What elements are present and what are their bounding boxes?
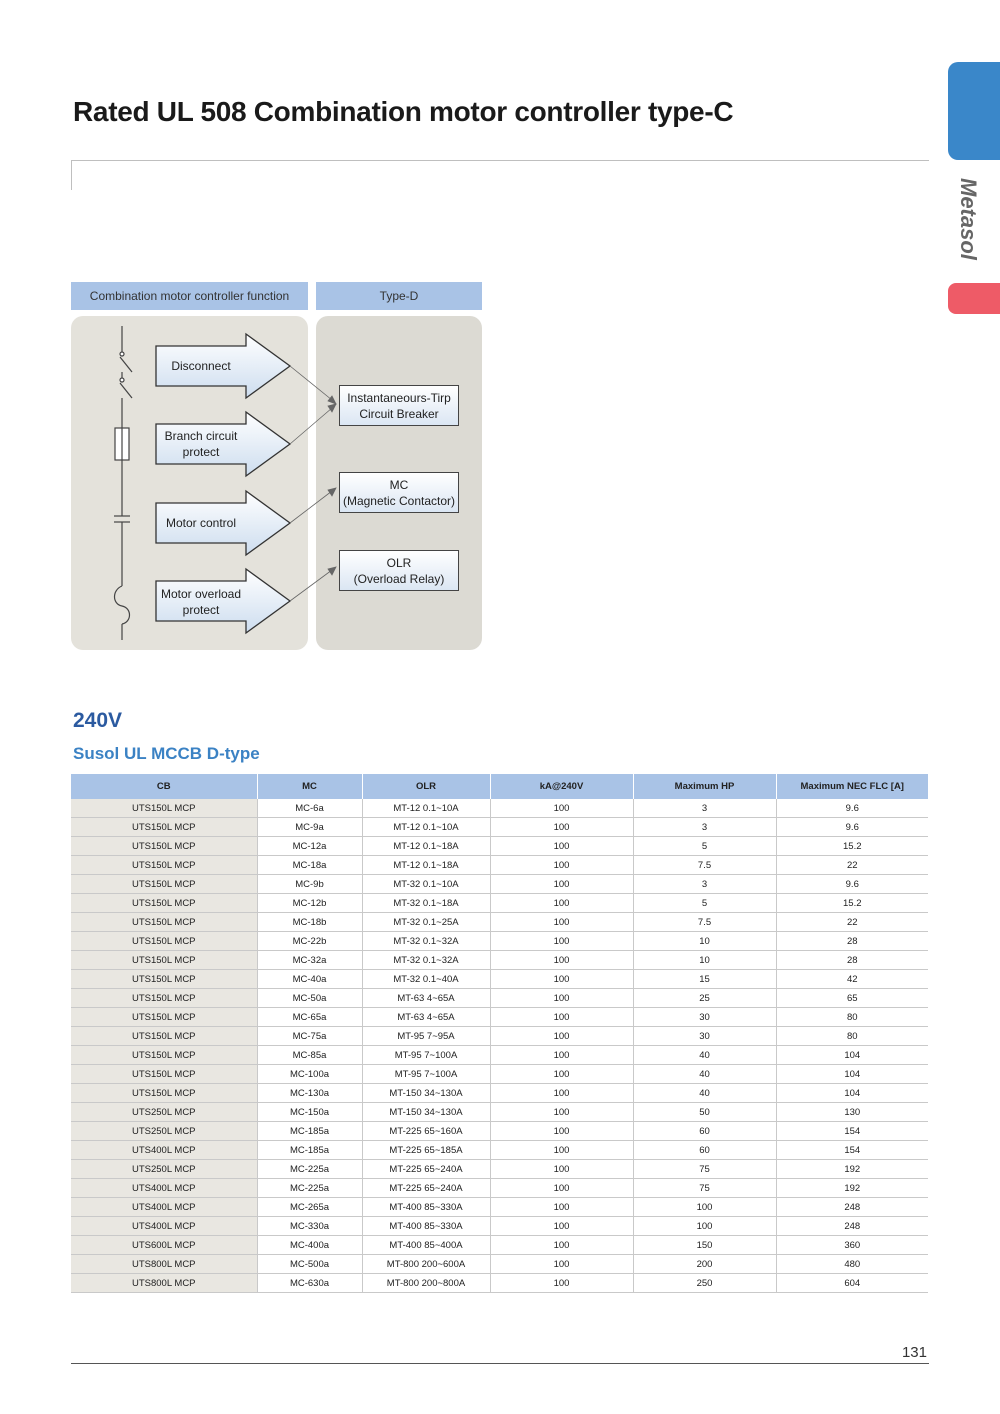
cell-flc: 154 xyxy=(776,1122,928,1141)
device-mc-line1: MC xyxy=(389,477,409,492)
table-row xyxy=(71,932,928,951)
cell-ka: 100 xyxy=(490,1179,633,1198)
cell-ka: 100 xyxy=(490,837,633,856)
cell-cb: UTS150L MCP xyxy=(71,970,257,989)
cell-hp: 40 xyxy=(633,1065,776,1084)
cell-mc: MC-50a xyxy=(257,989,362,1008)
cell-hp: 15 xyxy=(633,970,776,989)
device-magnetic-contactor xyxy=(339,472,459,513)
cell-ka: 100 xyxy=(490,1122,633,1141)
cell-olr: MT-225 65~240A xyxy=(362,1179,490,1198)
cell-cb: UTS150L MCP xyxy=(71,989,257,1008)
cell-hp: 40 xyxy=(633,1084,776,1103)
cell-flc: 9.6 xyxy=(776,875,928,894)
page-title: Rated UL 508 Combination motor controller type-C xyxy=(73,96,734,127)
table-row xyxy=(71,1046,928,1065)
cell-mc: MC-265a xyxy=(257,1198,362,1217)
cell-ka: 100 xyxy=(490,1236,633,1255)
spec-table xyxy=(71,774,928,1293)
device-cb-line2: Circuit Breaker xyxy=(359,406,439,421)
col-header-flc: Maximum NEC FLC [A] xyxy=(776,774,928,799)
table-row xyxy=(71,1198,928,1217)
cell-olr: MT-400 85~330A xyxy=(362,1217,490,1236)
function-branch-line2: protect xyxy=(182,445,220,459)
cell-olr: MT-400 85~400A xyxy=(362,1236,490,1255)
cell-flc: 28 xyxy=(776,932,928,951)
cell-ka: 100 xyxy=(490,1084,633,1103)
cell-mc: MC-400a xyxy=(257,1236,362,1255)
cell-cb: UTS150L MCP xyxy=(71,1065,257,1084)
cell-olr: MT-63 4~65A xyxy=(362,1008,490,1027)
cell-olr: MT-150 34~130A xyxy=(362,1084,490,1103)
cell-flc: 15.2 xyxy=(776,837,928,856)
cell-hp: 7.5 xyxy=(633,856,776,875)
cell-olr: MT-95 7~95A xyxy=(362,1027,490,1046)
table-row xyxy=(71,1103,928,1122)
cell-mc: MC-65a xyxy=(257,1008,362,1027)
cell-olr: MT-225 65~185A xyxy=(362,1141,490,1160)
table-row xyxy=(71,1160,928,1179)
col-header-cb: CB xyxy=(71,774,257,799)
device-mc-line2: (Magnetic Contactor) xyxy=(342,493,456,508)
cell-hp: 100 xyxy=(633,1198,776,1217)
table-row xyxy=(71,1255,928,1274)
cell-ka: 100 xyxy=(490,1217,633,1236)
col-header-ka: kA@240V xyxy=(490,774,633,799)
table-row xyxy=(71,1065,928,1084)
table-row xyxy=(71,1179,928,1198)
brand-text: Metasol xyxy=(956,178,981,260)
cell-mc: MC-85a xyxy=(257,1046,362,1065)
cell-ka: 100 xyxy=(490,913,633,932)
table-row xyxy=(71,1236,928,1255)
cell-mc: MC-100a xyxy=(257,1065,362,1084)
cell-hp: 3 xyxy=(633,875,776,894)
cell-ka: 100 xyxy=(490,1103,633,1122)
function-motor-control xyxy=(156,515,246,531)
cell-ka: 100 xyxy=(490,1065,633,1084)
device-overload-relay xyxy=(339,550,459,591)
function-branch-line1: Branch circuit xyxy=(164,429,238,443)
section-subtitle: Susol UL MCCB D-type xyxy=(73,744,260,763)
table-row xyxy=(71,894,928,913)
cell-mc: MC-6a xyxy=(257,799,362,818)
cell-ka: 100 xyxy=(490,856,633,875)
cell-hp: 25 xyxy=(633,989,776,1008)
table-row xyxy=(71,1008,928,1027)
cell-olr: MT-95 7~100A xyxy=(362,1065,490,1084)
cell-olr: MT-95 7~100A xyxy=(362,1046,490,1065)
cell-olr: MT-32 0.1~10A xyxy=(362,875,490,894)
table-row xyxy=(71,1274,928,1293)
cell-mc: MC-32a xyxy=(257,951,362,970)
cell-olr: MT-12 0.1~10A xyxy=(362,799,490,818)
cell-cb: UTS150L MCP xyxy=(71,932,257,951)
cell-cb: UTS150L MCP xyxy=(71,1046,257,1065)
cell-flc: 9.6 xyxy=(776,818,928,837)
cell-mc: MC-12a xyxy=(257,837,362,856)
cell-ka: 100 xyxy=(490,1027,633,1046)
cell-flc: 104 xyxy=(776,1046,928,1065)
cell-ka: 100 xyxy=(490,818,633,837)
cell-mc: MC-9a xyxy=(257,818,362,837)
cell-mc: MC-9b xyxy=(257,875,362,894)
cell-ka: 100 xyxy=(490,1255,633,1274)
cell-cb: UTS250L MCP xyxy=(71,1103,257,1122)
table-header-row xyxy=(71,774,928,799)
cell-ka: 100 xyxy=(490,894,633,913)
cell-cb: UTS150L MCP xyxy=(71,837,257,856)
cell-mc: MC-225a xyxy=(257,1160,362,1179)
table-row xyxy=(71,951,928,970)
cell-mc: MC-18b xyxy=(257,913,362,932)
cell-cb: UTS400L MCP xyxy=(71,1198,257,1217)
cell-olr: MT-32 0.1~32A xyxy=(362,932,490,951)
function-motor-control-line1: Motor control xyxy=(165,516,237,530)
cell-ka: 100 xyxy=(490,1046,633,1065)
cell-olr: MT-32 0.1~40A xyxy=(362,970,490,989)
diagram-left-header: Combination motor controller function xyxy=(71,282,308,310)
cell-flc: 42 xyxy=(776,970,928,989)
table-row xyxy=(71,970,928,989)
cell-mc: MC-630a xyxy=(257,1274,362,1293)
cell-hp: 30 xyxy=(633,1008,776,1027)
cell-cb: UTS800L MCP xyxy=(71,1274,257,1293)
cell-olr: MT-32 0.1~25A xyxy=(362,913,490,932)
cell-hp: 3 xyxy=(633,818,776,837)
function-motor-overload xyxy=(156,586,246,618)
col-header-olr: OLR xyxy=(362,774,490,799)
table-row xyxy=(71,1027,928,1046)
cell-olr: MT-12 0.1~10A xyxy=(362,818,490,837)
cell-cb: UTS150L MCP xyxy=(71,818,257,837)
cell-flc: 192 xyxy=(776,1160,928,1179)
cell-cb: UTS150L MCP xyxy=(71,951,257,970)
cell-mc: MC-130a xyxy=(257,1084,362,1103)
cell-cb: UTS800L MCP xyxy=(71,1255,257,1274)
cell-mc: MC-225a xyxy=(257,1179,362,1198)
cell-flc: 248 xyxy=(776,1217,928,1236)
cell-flc: 15.2 xyxy=(776,894,928,913)
cell-cb: UTS400L MCP xyxy=(71,1179,257,1198)
cell-cb: UTS150L MCP xyxy=(71,1008,257,1027)
cell-olr: MT-32 0.1~18A xyxy=(362,894,490,913)
cell-ka: 100 xyxy=(490,799,633,818)
cell-hp: 10 xyxy=(633,951,776,970)
cell-cb: UTS150L MCP xyxy=(71,1027,257,1046)
cell-flc: 80 xyxy=(776,1027,928,1046)
cell-hp: 60 xyxy=(633,1122,776,1141)
table-row xyxy=(71,989,928,1008)
cell-mc: MC-185a xyxy=(257,1122,362,1141)
cell-olr: MT-150 34~130A xyxy=(362,1103,490,1122)
table-row xyxy=(71,1217,928,1236)
col-header-hp: Maximum HP xyxy=(633,774,776,799)
cell-hp: 60 xyxy=(633,1141,776,1160)
cell-hp: 5 xyxy=(633,894,776,913)
cell-mc: MC-18a xyxy=(257,856,362,875)
cell-mc: MC-185a xyxy=(257,1141,362,1160)
cell-cb: UTS600L MCP xyxy=(71,1236,257,1255)
cell-hp: 50 xyxy=(633,1103,776,1122)
cell-hp: 200 xyxy=(633,1255,776,1274)
device-olr-line2: (Overload Relay) xyxy=(353,571,445,586)
function-disconnect-line1: Disconnect xyxy=(171,359,231,373)
cell-cb: UTS150L MCP xyxy=(71,894,257,913)
cell-mc: MC-22b xyxy=(257,932,362,951)
device-circuit-breaker xyxy=(339,385,459,426)
cell-mc: MC-500a xyxy=(257,1255,362,1274)
cell-flc: 22 xyxy=(776,913,928,932)
function-overload-line2: protect xyxy=(182,603,220,617)
cell-cb: UTS150L MCP xyxy=(71,799,257,818)
cell-cb: UTS150L MCP xyxy=(71,1084,257,1103)
cell-cb: UTS400L MCP xyxy=(71,1217,257,1236)
cell-ka: 100 xyxy=(490,932,633,951)
cell-hp: 7.5 xyxy=(633,913,776,932)
cell-flc: 192 xyxy=(776,1179,928,1198)
table-row xyxy=(71,875,928,894)
table-row xyxy=(71,1141,928,1160)
cell-mc: MC-40a xyxy=(257,970,362,989)
cell-cb: UTS150L MCP xyxy=(71,875,257,894)
cell-flc: 604 xyxy=(776,1274,928,1293)
function-overload-line1: Motor overload xyxy=(160,587,242,601)
cell-ka: 100 xyxy=(490,951,633,970)
cell-hp: 3 xyxy=(633,799,776,818)
cell-cb: UTS150L MCP xyxy=(71,913,257,932)
cell-flc: 80 xyxy=(776,1008,928,1027)
function-branch-protect xyxy=(156,428,246,460)
cell-flc: 480 xyxy=(776,1255,928,1274)
table-row xyxy=(71,913,928,932)
cell-olr: MT-63 4~65A xyxy=(362,989,490,1008)
cell-ka: 100 xyxy=(490,970,633,989)
schematic-line xyxy=(114,326,132,640)
cell-mc: MC-150a xyxy=(257,1103,362,1122)
table-row xyxy=(71,799,928,818)
cell-flc: 104 xyxy=(776,1065,928,1084)
cell-ka: 100 xyxy=(490,1141,633,1160)
cell-olr: MT-800 200~800A xyxy=(362,1274,490,1293)
cell-olr: MT-225 65~160A xyxy=(362,1122,490,1141)
table-row xyxy=(71,818,928,837)
cell-flc: 104 xyxy=(776,1084,928,1103)
cell-cb: UTS250L MCP xyxy=(71,1122,257,1141)
cell-hp: 40 xyxy=(633,1046,776,1065)
cell-hp: 10 xyxy=(633,932,776,951)
cell-cb: UTS150L MCP xyxy=(71,856,257,875)
cell-olr: MT-32 0.1~32A xyxy=(362,951,490,970)
function-disconnect xyxy=(156,358,246,374)
table-row xyxy=(71,856,928,875)
table-row xyxy=(71,837,928,856)
diagram-right-header: Type-D xyxy=(316,282,482,310)
cell-ka: 100 xyxy=(490,1008,633,1027)
device-cb-line1: Instantaneours-Tirp xyxy=(347,390,451,405)
cell-ka: 100 xyxy=(490,1198,633,1217)
cell-hp: 5 xyxy=(633,837,776,856)
cell-olr: MT-225 65~240A xyxy=(362,1160,490,1179)
cell-flc: 248 xyxy=(776,1198,928,1217)
cell-cb: UTS250L MCP xyxy=(71,1160,257,1179)
cell-hp: 75 xyxy=(633,1179,776,1198)
cell-mc: MC-12b xyxy=(257,894,362,913)
cell-hp: 30 xyxy=(633,1027,776,1046)
cell-hp: 250 xyxy=(633,1274,776,1293)
cell-hp: 100 xyxy=(633,1217,776,1236)
device-olr-line1: OLR xyxy=(386,555,412,570)
table-row xyxy=(71,1122,928,1141)
cell-ka: 100 xyxy=(490,1160,633,1179)
page-number: 131 xyxy=(901,1344,927,1361)
col-header-mc: MC xyxy=(257,774,362,799)
cell-hp: 150 xyxy=(633,1236,776,1255)
cell-flc: 28 xyxy=(776,951,928,970)
cell-cb: UTS400L MCP xyxy=(71,1141,257,1160)
cell-mc: MC-330a xyxy=(257,1217,362,1236)
cell-ka: 100 xyxy=(490,875,633,894)
cell-olr: MT-12 0.1~18A xyxy=(362,837,490,856)
table-row xyxy=(71,1084,928,1103)
cell-hp: 75 xyxy=(633,1160,776,1179)
cell-flc: 130 xyxy=(776,1103,928,1122)
section-voltage-heading: 240V xyxy=(73,709,123,732)
cell-flc: 360 xyxy=(776,1236,928,1255)
cell-olr: MT-12 0.1~18A xyxy=(362,856,490,875)
table-body xyxy=(71,799,928,1293)
cell-ka: 100 xyxy=(490,1274,633,1293)
circuit-diagram xyxy=(0,0,1000,700)
cell-mc: MC-75a xyxy=(257,1027,362,1046)
cell-ka: 100 xyxy=(490,989,633,1008)
cell-flc: 22 xyxy=(776,856,928,875)
cell-olr: MT-400 85~330A xyxy=(362,1198,490,1217)
cell-flc: 154 xyxy=(776,1141,928,1160)
cell-olr: MT-800 200~600A xyxy=(362,1255,490,1274)
cell-flc: 65 xyxy=(776,989,928,1008)
cell-flc: 9.6 xyxy=(776,799,928,818)
footer-rule xyxy=(71,1363,929,1364)
